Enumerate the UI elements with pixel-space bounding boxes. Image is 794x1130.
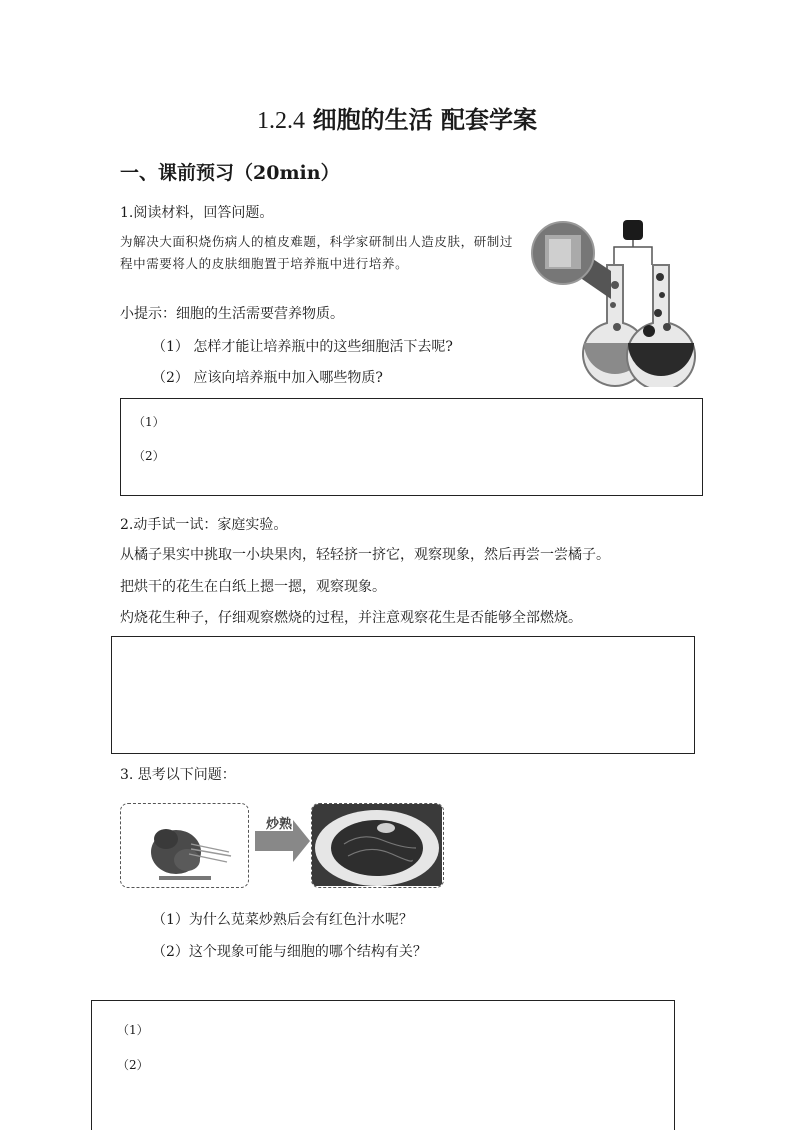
experiment-step-3: 灼烧花生种子，仔细观察燃烧的过程，并注意观察花生是否能够全部燃烧。	[120, 610, 582, 626]
experiment-step-2: 把烘干的花生在白纸上摁一摁，观察现象。	[120, 579, 386, 595]
arrow-label: 炒熟	[265, 817, 293, 832]
reading-material: 为解决大面积烧伤病人的植皮难题，科学家研制出人造皮肤，研制过程中需要将人的皮肤细胞置于培养瓶中进行培养。	[120, 234, 514, 271]
cooked-amaranth-image	[311, 803, 444, 888]
experiment-step-1: 从橘子果实中挑取一小块果肉，轻轻挤一挤它，观察现象，然后再尝一尝橘子。	[120, 547, 610, 563]
question-2-label: 2.动手试一试：家庭实验。	[120, 517, 288, 533]
answer-label-1: （1）	[117, 1023, 149, 1037]
question-1-sub-2: （2） 应该向培养瓶中加入哪些物质?	[152, 370, 383, 386]
answer-label-2: （2）	[117, 1058, 149, 1072]
question-1-sub-1: （1） 怎样才能让培养瓶中的这些细胞活下去呢?	[152, 339, 453, 355]
culture-flask-illustration	[527, 215, 699, 387]
cooking-arrow	[255, 812, 311, 862]
question-3-sub-1: （1）为什么苋菜炒熟后会有红色汁水呢？	[152, 912, 413, 928]
hint-text: 小提示：细胞的生活需要营养物质。	[120, 306, 344, 322]
answer-box-2[interactable]	[111, 636, 695, 754]
answer-box-1[interactable]	[120, 398, 703, 496]
answer-box-3[interactable]	[91, 1000, 675, 1130]
question-3-label: 3. 思考以下问题：	[120, 767, 236, 783]
section-heading: 一、课前预习（20min）	[120, 162, 340, 184]
answer-label-2: （2）	[133, 449, 165, 463]
answer-label-1: （1）	[133, 415, 165, 429]
page-title: 1.2.4 细胞的生活 配套学案	[257, 105, 537, 134]
question-1-label: 1.阅读材料，回答问题。	[120, 205, 274, 221]
question-3-sub-2: （2）这个现象可能与细胞的哪个结构有关？	[152, 944, 427, 960]
raw-amaranth-image	[120, 803, 249, 888]
